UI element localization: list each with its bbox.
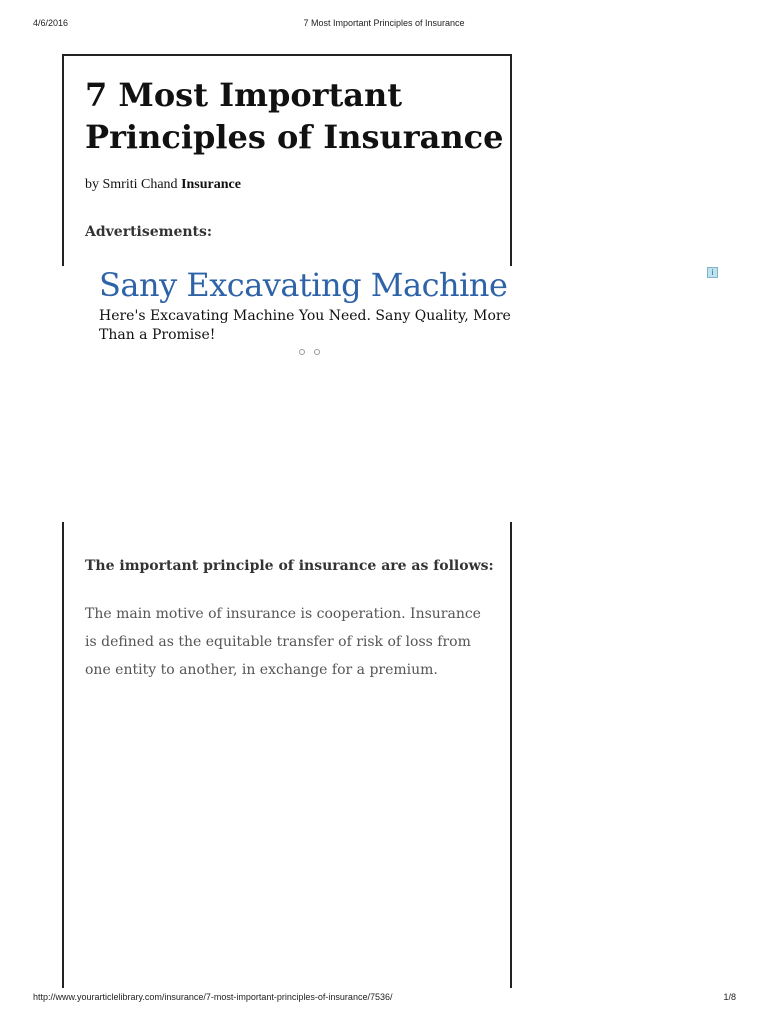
byline (85, 177, 241, 193)
advertisements-label: Advertisements: (85, 224, 213, 240)
ad-headline-link[interactable]: Sany Excavating Machine (99, 266, 508, 304)
ad-carousel-dot[interactable] (299, 349, 305, 355)
ad-body-text[interactable]: Here's Excavating Machine You Need. Sany Quality, More Than a Promise! (99, 308, 511, 343)
print-page-title: 7 Most Important Principles of Insurance (303, 18, 465, 28)
ad-carousel-dots (299, 349, 320, 355)
category-link[interactable]: Insurance (181, 177, 241, 192)
ad-info-icon[interactable]: i (707, 267, 718, 278)
article-title: 7 Most Important Principles of Insurance (85, 76, 504, 156)
print-date: 4/6/2016 (33, 18, 69, 28)
byline-prefix: by (85, 177, 99, 192)
card-border-top (62, 54, 512, 56)
print-footer (0, 992, 768, 1006)
ad-block[interactable] (62, 266, 542, 522)
print-header (0, 18, 768, 32)
card-border-right-top (510, 54, 512, 266)
author-link[interactable]: Smriti Chand (102, 177, 178, 192)
print-page-number: 1/8 (723, 992, 736, 1002)
principles-paragraph: The main motive of insurance is cooperation. Insurance is defined as the equitable transfer of risk of loss from one entity to another, in exchange for a premium. (85, 606, 481, 678)
principles-intro-heading: The important principle of insurance are as follows: (85, 558, 494, 574)
ad-carousel-dot[interactable] (314, 349, 320, 355)
print-url: http://www.yourarticlelibrary.com/insurance/7-most-important-principles-of-insurance/7536/ (33, 992, 393, 1002)
card-border-right-bottom (510, 522, 512, 988)
